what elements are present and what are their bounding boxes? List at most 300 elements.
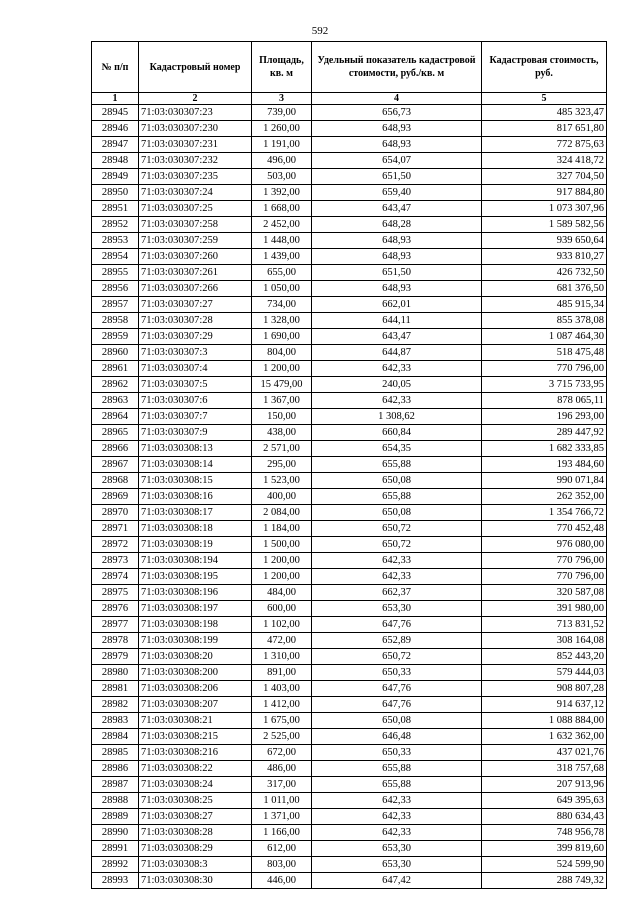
table-row (92, 249, 607, 265)
cadastral-value-cell: 914 637,12 (482, 697, 607, 713)
unit-value-cell: 642,33 (312, 569, 482, 585)
cadastral-value-cell: 324 418,72 (482, 153, 607, 169)
row-number-cell: 28954 (92, 249, 139, 265)
row-number-cell: 28981 (92, 681, 139, 697)
header-area: Площадь, кв. м (252, 42, 312, 93)
area-cell: 1 675,00 (252, 713, 312, 729)
cadastral-number-cell: 71:03:030307:4 (139, 361, 252, 377)
table-row (92, 777, 607, 793)
cadastral-number-cell: 71:03:030308:215 (139, 729, 252, 745)
cadastral-number-cell: 71:03:030308:29 (139, 841, 252, 857)
table-row (92, 457, 607, 473)
header-row-number: № п/п (92, 42, 139, 93)
area-cell: 1 200,00 (252, 569, 312, 585)
table-body (92, 105, 607, 889)
cadastral-value-cell: 196 293,00 (482, 409, 607, 425)
row-number-cell: 28957 (92, 297, 139, 313)
table-row (92, 153, 607, 169)
cadastral-number-cell: 71:03:030307:266 (139, 281, 252, 297)
cadastral-value-cell: 327 704,50 (482, 169, 607, 185)
cadastral-value-cell: 318 757,68 (482, 761, 607, 777)
cadastral-number-cell: 71:03:030307:29 (139, 329, 252, 345)
cadastral-value-cell: 518 475,48 (482, 345, 607, 361)
table-row (92, 793, 607, 809)
cadastral-number-cell: 71:03:030307:3 (139, 345, 252, 361)
area-cell: 1 166,00 (252, 825, 312, 841)
cadastral-number-cell: 71:03:030307:259 (139, 233, 252, 249)
cadastral-number-cell: 71:03:030308:207 (139, 697, 252, 713)
table-row (92, 809, 607, 825)
unit-value-cell: 648,93 (312, 249, 482, 265)
row-number-cell: 28964 (92, 409, 139, 425)
unit-value-cell: 654,07 (312, 153, 482, 169)
area-cell: 1 050,00 (252, 281, 312, 297)
area-cell: 1 200,00 (252, 361, 312, 377)
table-row (92, 281, 607, 297)
row-number-cell: 28961 (92, 361, 139, 377)
unit-value-cell: 650,72 (312, 537, 482, 553)
row-number-cell: 28971 (92, 521, 139, 537)
table-row (92, 825, 607, 841)
cadastre-table (91, 41, 607, 889)
cadastral-value-cell: 289 447,92 (482, 425, 607, 441)
header-row (92, 42, 607, 93)
cadastral-value-cell: 437 021,76 (482, 745, 607, 761)
cadastral-number-cell: 71:03:030308:196 (139, 585, 252, 601)
column-number: 4 (312, 93, 482, 105)
cadastral-number-cell: 71:03:030308:199 (139, 633, 252, 649)
cadastral-number-cell: 71:03:030307:27 (139, 297, 252, 313)
cadastral-value-cell: 207 913,96 (482, 777, 607, 793)
unit-value-cell: 650,33 (312, 665, 482, 681)
unit-value-cell: 654,35 (312, 441, 482, 457)
row-number-cell: 28968 (92, 473, 139, 489)
row-number-cell: 28986 (92, 761, 139, 777)
cadastral-number-cell: 71:03:030308:195 (139, 569, 252, 585)
cadastral-value-cell: 193 484,60 (482, 457, 607, 473)
cadastral-number-cell: 71:03:030308:198 (139, 617, 252, 633)
cadastral-value-cell: 524 599,90 (482, 857, 607, 873)
row-number-cell: 28956 (92, 281, 139, 297)
row-number-cell: 28992 (92, 857, 139, 873)
area-cell: 1 260,00 (252, 121, 312, 137)
cadastral-value-cell: 1 589 582,56 (482, 217, 607, 233)
cadastral-number-cell: 71:03:030307:25 (139, 201, 252, 217)
cadastral-value-cell: 770 796,00 (482, 553, 607, 569)
row-number-cell: 28950 (92, 185, 139, 201)
row-number-cell: 28953 (92, 233, 139, 249)
table-row (92, 521, 607, 537)
cadastral-value-cell: 939 650,64 (482, 233, 607, 249)
unit-value-cell: 647,76 (312, 617, 482, 633)
table-row (92, 377, 607, 393)
row-number-cell: 28972 (92, 537, 139, 553)
area-cell: 891,00 (252, 665, 312, 681)
unit-value-cell: 643,47 (312, 201, 482, 217)
area-cell: 612,00 (252, 841, 312, 857)
cadastral-number-cell: 71:03:030308:22 (139, 761, 252, 777)
cadastral-number-cell: 71:03:030308:216 (139, 745, 252, 761)
row-number-cell: 28952 (92, 217, 139, 233)
table-row (92, 601, 607, 617)
cadastral-value-cell: 976 080,00 (482, 537, 607, 553)
unit-value-cell: 642,33 (312, 793, 482, 809)
row-number-cell: 28987 (92, 777, 139, 793)
table-row (92, 329, 607, 345)
column-number: 1 (92, 93, 139, 105)
area-cell: 1 523,00 (252, 473, 312, 489)
area-cell: 1 500,00 (252, 537, 312, 553)
table-row (92, 729, 607, 745)
unit-value-cell: 240,05 (312, 377, 482, 393)
cadastral-number-cell: 71:03:030308:15 (139, 473, 252, 489)
row-number-cell: 28982 (92, 697, 139, 713)
header-unit-value: Удельный показатель кадастровой стоимости, руб./кв. м (312, 42, 482, 93)
cadastral-value-cell: 320 587,08 (482, 585, 607, 601)
cadastral-value-cell: 579 444,03 (482, 665, 607, 681)
table-row (92, 553, 607, 569)
area-cell: 1 367,00 (252, 393, 312, 409)
unit-value-cell: 642,33 (312, 553, 482, 569)
unit-value-cell: 650,08 (312, 473, 482, 489)
unit-value-cell: 648,93 (312, 281, 482, 297)
table-row (92, 393, 607, 409)
table-row (92, 313, 607, 329)
area-cell: 1 200,00 (252, 553, 312, 569)
cadastral-number-cell: 71:03:030307:230 (139, 121, 252, 137)
cadastral-value-cell: 713 831,52 (482, 617, 607, 633)
area-cell: 503,00 (252, 169, 312, 185)
cadastral-number-cell: 71:03:030308:206 (139, 681, 252, 697)
cadastral-value-cell: 908 807,28 (482, 681, 607, 697)
area-cell: 400,00 (252, 489, 312, 505)
unit-value-cell: 659,40 (312, 185, 482, 201)
cadastral-number-cell: 71:03:030308:194 (139, 553, 252, 569)
unit-value-cell: 642,33 (312, 361, 482, 377)
cadastral-value-cell: 917 884,80 (482, 185, 607, 201)
unit-value-cell: 660,84 (312, 425, 482, 441)
cadastral-number-cell: 71:03:030308:3 (139, 857, 252, 873)
table-row (92, 297, 607, 313)
column-number: 3 (252, 93, 312, 105)
row-number-cell: 28959 (92, 329, 139, 345)
table-row (92, 425, 607, 441)
row-number-cell: 28979 (92, 649, 139, 665)
unit-value-cell: 662,01 (312, 297, 482, 313)
unit-value-cell: 656,73 (312, 105, 482, 121)
row-number-cell: 28955 (92, 265, 139, 281)
cadastral-value-cell: 772 875,63 (482, 137, 607, 153)
row-number-cell: 28945 (92, 105, 139, 121)
row-number-cell: 28965 (92, 425, 139, 441)
table-row (92, 489, 607, 505)
cadastral-value-cell: 426 732,50 (482, 265, 607, 281)
unit-value-cell: 648,28 (312, 217, 482, 233)
table-row (92, 217, 607, 233)
table-row (92, 473, 607, 489)
cadastral-number-cell: 71:03:030308:18 (139, 521, 252, 537)
unit-value-cell: 655,88 (312, 777, 482, 793)
table-row (92, 105, 607, 121)
area-cell: 496,00 (252, 153, 312, 169)
area-cell: 1 191,00 (252, 137, 312, 153)
row-number-cell: 28951 (92, 201, 139, 217)
row-number-cell: 28946 (92, 121, 139, 137)
area-cell: 1 328,00 (252, 313, 312, 329)
table-row (92, 873, 607, 889)
column-number: 2 (139, 93, 252, 105)
table-row (92, 137, 607, 153)
cadastral-number-cell: 71:03:030308:30 (139, 873, 252, 889)
table-row (92, 745, 607, 761)
unit-value-cell: 650,08 (312, 713, 482, 729)
unit-value-cell: 653,30 (312, 857, 482, 873)
table-row (92, 617, 607, 633)
table-header (92, 42, 607, 105)
area-cell: 150,00 (252, 409, 312, 425)
area-cell: 1 690,00 (252, 329, 312, 345)
table-row (92, 649, 607, 665)
row-number-cell: 28980 (92, 665, 139, 681)
area-cell: 803,00 (252, 857, 312, 873)
area-cell: 484,00 (252, 585, 312, 601)
cadastral-number-cell: 71:03:030308:25 (139, 793, 252, 809)
area-cell: 1 184,00 (252, 521, 312, 537)
unit-value-cell: 648,93 (312, 121, 482, 137)
unit-value-cell: 642,33 (312, 393, 482, 409)
row-number-cell: 28949 (92, 169, 139, 185)
row-number-cell: 28973 (92, 553, 139, 569)
unit-value-cell: 651,50 (312, 265, 482, 281)
cadastral-value-cell: 933 810,27 (482, 249, 607, 265)
column-number: 5 (482, 93, 607, 105)
area-cell: 1 102,00 (252, 617, 312, 633)
cadastral-value-cell: 855 378,08 (482, 313, 607, 329)
area-cell: 1 403,00 (252, 681, 312, 697)
cadastral-value-cell: 878 065,11 (482, 393, 607, 409)
cadastral-value-cell: 308 164,08 (482, 633, 607, 649)
unit-value-cell: 647,76 (312, 681, 482, 697)
cadastral-value-cell: 770 452,48 (482, 521, 607, 537)
area-cell: 1 439,00 (252, 249, 312, 265)
cadastral-number-cell: 71:03:030308:16 (139, 489, 252, 505)
table-row (92, 857, 607, 873)
unit-value-cell: 644,11 (312, 313, 482, 329)
row-number-cell: 28958 (92, 313, 139, 329)
row-number-cell: 28962 (92, 377, 139, 393)
table-row (92, 169, 607, 185)
cadastral-number-cell: 71:03:030307:260 (139, 249, 252, 265)
table-row (92, 681, 607, 697)
cadastral-value-cell: 485 915,34 (482, 297, 607, 313)
unit-value-cell: 642,33 (312, 825, 482, 841)
cadastral-number-cell: 71:03:030308:17 (139, 505, 252, 521)
cadastral-number-cell: 71:03:030307:23 (139, 105, 252, 121)
table-row (92, 409, 607, 425)
table-row (92, 121, 607, 137)
table-row (92, 505, 607, 521)
table-row (92, 345, 607, 361)
cadastral-value-cell: 485 323,47 (482, 105, 607, 121)
table-row (92, 537, 607, 553)
unit-value-cell: 647,76 (312, 697, 482, 713)
area-cell: 486,00 (252, 761, 312, 777)
unit-value-cell: 652,89 (312, 633, 482, 649)
page-number: 592 (311, 25, 329, 37)
cadastral-number-cell: 71:03:030308:13 (139, 441, 252, 457)
area-cell: 1 448,00 (252, 233, 312, 249)
cadastral-number-cell: 71:03:030308:14 (139, 457, 252, 473)
table-row (92, 441, 607, 457)
cadastral-value-cell: 1 073 307,96 (482, 201, 607, 217)
area-cell: 2 452,00 (252, 217, 312, 233)
cadastral-value-cell: 391 980,00 (482, 601, 607, 617)
unit-value-cell: 651,50 (312, 169, 482, 185)
row-number-cell: 28978 (92, 633, 139, 649)
unit-value-cell: 650,72 (312, 649, 482, 665)
table-row (92, 633, 607, 649)
row-number-cell: 28966 (92, 441, 139, 457)
area-cell: 655,00 (252, 265, 312, 281)
cadastral-number-cell: 71:03:030307:261 (139, 265, 252, 281)
unit-value-cell: 650,08 (312, 505, 482, 521)
row-number-cell: 28985 (92, 745, 139, 761)
row-number-cell: 28967 (92, 457, 139, 473)
area-cell: 446,00 (252, 873, 312, 889)
cadastral-number-cell: 71:03:030307:6 (139, 393, 252, 409)
cadastral-value-cell: 399 819,60 (482, 841, 607, 857)
cadastral-value-cell: 262 352,00 (482, 489, 607, 505)
row-number-cell: 28960 (92, 345, 139, 361)
cadastral-number-cell: 71:03:030308:19 (139, 537, 252, 553)
area-cell: 2 571,00 (252, 441, 312, 457)
area-cell: 600,00 (252, 601, 312, 617)
table-row (92, 361, 607, 377)
row-number-cell: 28970 (92, 505, 139, 521)
unit-value-cell: 642,33 (312, 809, 482, 825)
unit-value-cell: 644,87 (312, 345, 482, 361)
row-number-cell: 28947 (92, 137, 139, 153)
area-cell: 1 392,00 (252, 185, 312, 201)
row-number-cell: 28948 (92, 153, 139, 169)
cadastral-value-cell: 770 796,00 (482, 569, 607, 585)
table-row (92, 585, 607, 601)
column-number-row (92, 93, 607, 105)
cadastral-value-cell: 1 682 333,85 (482, 441, 607, 457)
unit-value-cell: 662,37 (312, 585, 482, 601)
row-number-cell: 28991 (92, 841, 139, 857)
area-cell: 317,00 (252, 777, 312, 793)
cadastral-value-cell: 1 632 362,00 (482, 729, 607, 745)
row-number-cell: 28977 (92, 617, 139, 633)
cadastral-number-cell: 71:03:030307:235 (139, 169, 252, 185)
cadastral-value-cell: 1 087 464,30 (482, 329, 607, 345)
table-row (92, 665, 607, 681)
cadastral-value-cell: 1 354 766,72 (482, 505, 607, 521)
row-number-cell: 28984 (92, 729, 139, 745)
cadastral-value-cell: 852 443,20 (482, 649, 607, 665)
area-cell: 804,00 (252, 345, 312, 361)
table-row (92, 185, 607, 201)
table-row (92, 233, 607, 249)
area-cell: 295,00 (252, 457, 312, 473)
row-number-cell: 28993 (92, 873, 139, 889)
cadastral-number-cell: 71:03:030307:231 (139, 137, 252, 153)
cadastral-number-cell: 71:03:030308:20 (139, 649, 252, 665)
unit-value-cell: 650,33 (312, 745, 482, 761)
cadastral-value-cell: 990 071,84 (482, 473, 607, 489)
area-cell: 1 668,00 (252, 201, 312, 217)
cadastral-number-cell: 71:03:030308:28 (139, 825, 252, 841)
table-row (92, 713, 607, 729)
row-number-cell: 28969 (92, 489, 139, 505)
row-number-cell: 28976 (92, 601, 139, 617)
unit-value-cell: 647,42 (312, 873, 482, 889)
table-row (92, 697, 607, 713)
cadastral-value-cell: 748 956,78 (482, 825, 607, 841)
row-number-cell: 28963 (92, 393, 139, 409)
unit-value-cell: 650,72 (312, 521, 482, 537)
table-row (92, 201, 607, 217)
row-number-cell: 28983 (92, 713, 139, 729)
table-row (92, 761, 607, 777)
cadastral-value-cell: 3 715 733,95 (482, 377, 607, 393)
area-cell: 2 525,00 (252, 729, 312, 745)
area-cell: 1 371,00 (252, 809, 312, 825)
table-row (92, 569, 607, 585)
unit-value-cell: 1 308,62 (312, 409, 482, 425)
cadastral-value-cell: 288 749,32 (482, 873, 607, 889)
unit-value-cell: 648,93 (312, 233, 482, 249)
cadastral-value-cell: 681 376,50 (482, 281, 607, 297)
cadastral-number-cell: 71:03:030307:24 (139, 185, 252, 201)
cadastral-number-cell: 71:03:030308:24 (139, 777, 252, 793)
cadastral-value-cell: 1 088 884,00 (482, 713, 607, 729)
area-cell: 734,00 (252, 297, 312, 313)
unit-value-cell: 643,47 (312, 329, 482, 345)
cadastral-number-cell: 71:03:030307:7 (139, 409, 252, 425)
unit-value-cell: 646,48 (312, 729, 482, 745)
cadastral-number-cell: 71:03:030308:200 (139, 665, 252, 681)
area-cell: 1 412,00 (252, 697, 312, 713)
area-cell: 472,00 (252, 633, 312, 649)
header-cadastral-number: Кадастровый номер (139, 42, 252, 93)
cadastral-number-cell: 71:03:030308:21 (139, 713, 252, 729)
row-number-cell: 28974 (92, 569, 139, 585)
row-number-cell: 28975 (92, 585, 139, 601)
cadastral-number-cell: 71:03:030307:258 (139, 217, 252, 233)
area-cell: 15 479,00 (252, 377, 312, 393)
unit-value-cell: 653,30 (312, 601, 482, 617)
area-cell: 672,00 (252, 745, 312, 761)
header-cadastral-value: Кадастровая стоимость, руб. (482, 42, 607, 93)
cadastral-value-cell: 770 796,00 (482, 361, 607, 377)
cadastral-number-cell: 71:03:030308:197 (139, 601, 252, 617)
table-row (92, 265, 607, 281)
cadastral-number-cell: 71:03:030307:9 (139, 425, 252, 441)
cadastral-number-cell: 71:03:030307:28 (139, 313, 252, 329)
cadastral-number-cell: 71:03:030308:27 (139, 809, 252, 825)
unit-value-cell: 655,88 (312, 457, 482, 473)
unit-value-cell: 655,88 (312, 489, 482, 505)
cadastral-value-cell: 880 634,43 (482, 809, 607, 825)
cadastral-number-cell: 71:03:030307:232 (139, 153, 252, 169)
table-row (92, 841, 607, 857)
cadastral-value-cell: 649 395,63 (482, 793, 607, 809)
cadastral-value-cell: 817 651,80 (482, 121, 607, 137)
cadastral-number-cell: 71:03:030307:5 (139, 377, 252, 393)
area-cell: 1 310,00 (252, 649, 312, 665)
